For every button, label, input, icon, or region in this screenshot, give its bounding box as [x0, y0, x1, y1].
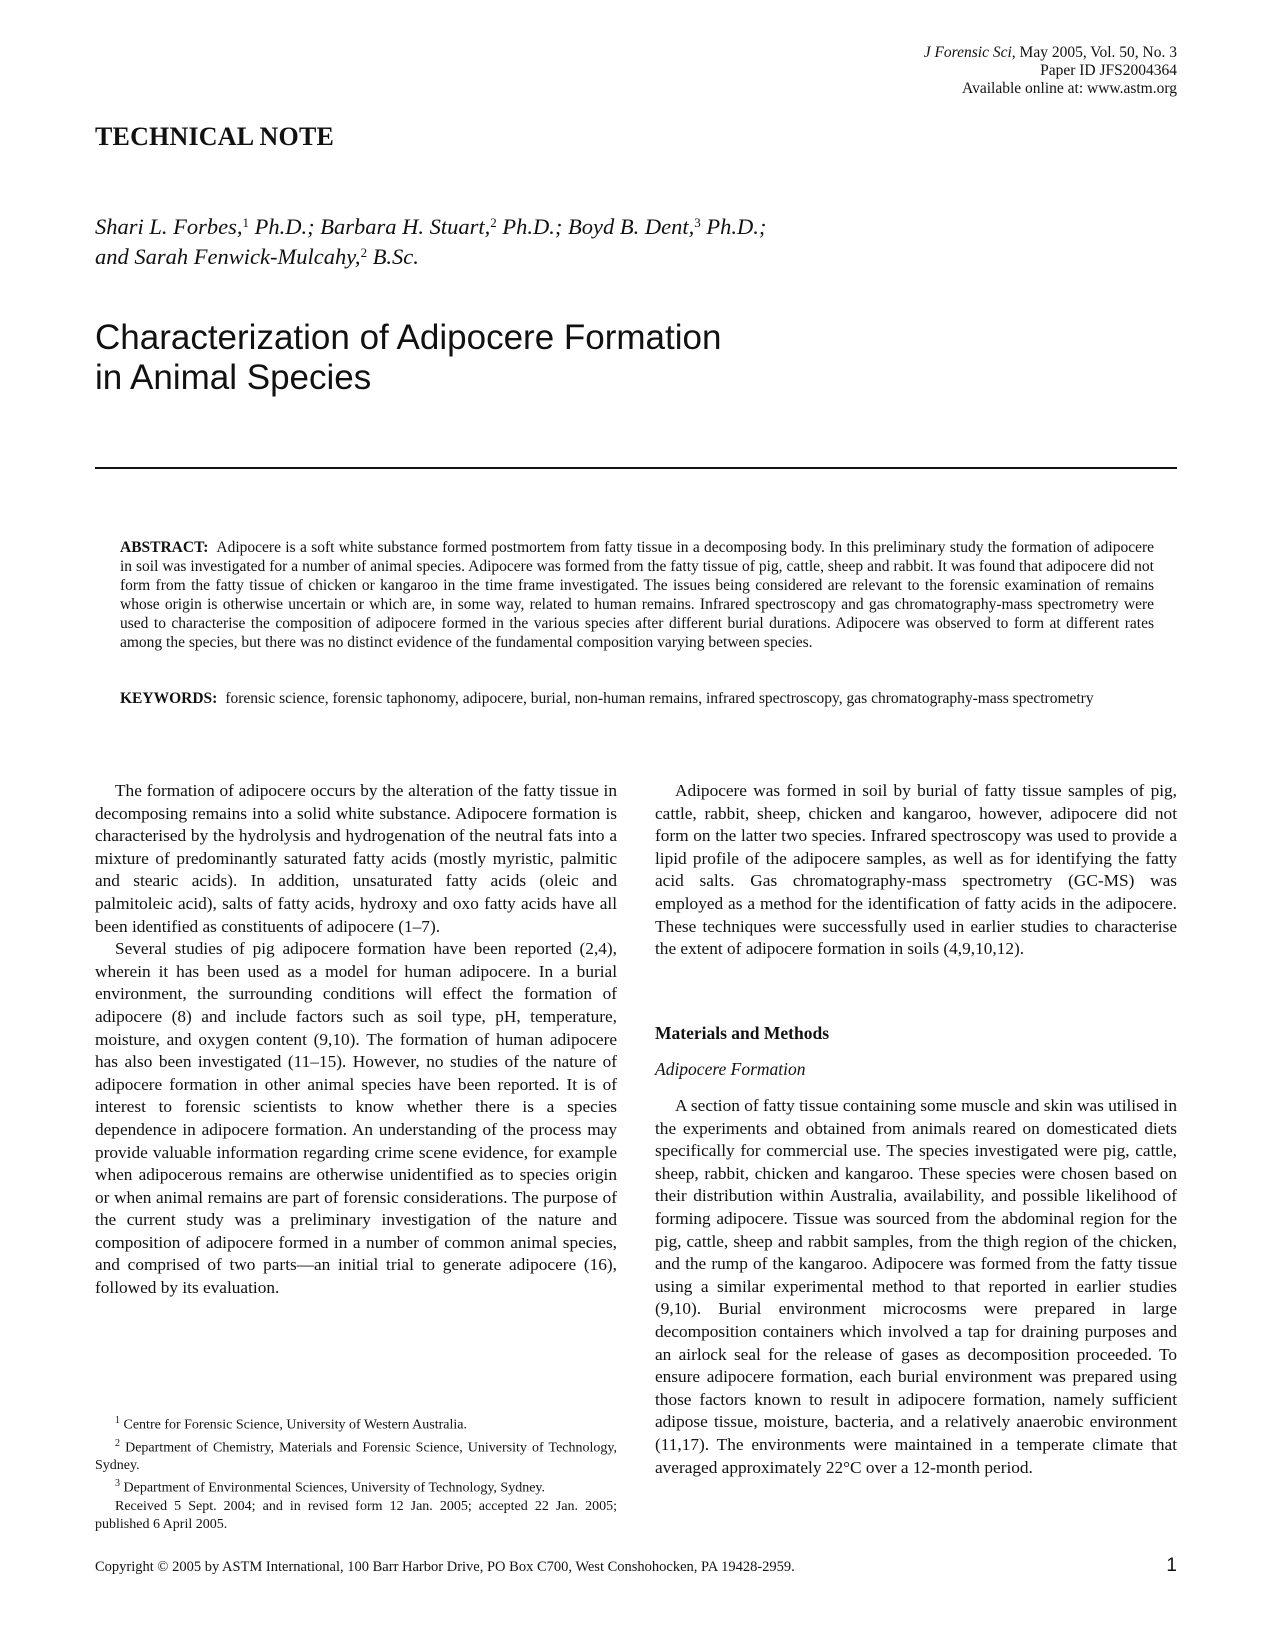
paper-id: Paper ID JFS2004364	[1040, 62, 1177, 79]
author-line-1	[95, 212, 995, 242]
section-label: TECHNICAL NOTE	[95, 122, 335, 151]
affiliation-marker: 2	[490, 215, 497, 230]
footnote-text: Department of Environmental Sciences, University of Technology, Sydney.	[120, 1480, 546, 1496]
abstract-text: Adipocere is a soft white substance formed postmortem from fatty tissue in a decomposing body. In this preliminary study the formation of adipocere in soil was investigated for a number of animal species. Adipocere was formed from the fatty tissue of pig, cattle, sheep and rabbit. It was found that adipocere did not form from the fatty tissue of chicken or kangaroo in the time frame investigated. The issues being considered are relevant to the forensic examination of remains whose origin is otherwise uncertain or which are, in some way, related to human remains. Infrared spectroscopy and gas chromatography-mass spectrometry were used to characterise the composition of adipocere formed in the various species after different burial durations. Adipocere was observed to form at different rates among the species, but there was no distinct evidence of the fundamental composition varying between species.	[120, 539, 1154, 651]
author-line-2	[95, 242, 995, 272]
journal-name: J Forensic Sci,	[923, 44, 1016, 61]
page-number: 1	[1166, 1555, 1177, 1576]
affiliation-marker: 3	[694, 215, 701, 230]
paper-title	[95, 318, 995, 398]
footnote-marker: 2	[115, 1437, 120, 1449]
author-degree: Ph.D.;	[249, 214, 321, 239]
footnote	[95, 1412, 617, 1435]
body-paragraph: The formation of adipocere occurs by the alteration of the fatty tissue in decomposing remains into a solid white substance. Adipocere formation is characterised by the hydrolysis and hydrogenation of the neutral fats into a mixture of predominantly saturated fatty acids (mostly myristic, palmitic and stearic acids). In addition, unsaturated fatty acids (oleic and palmitoleic acid), salts of fatty acids, hydroxy and oxo fatty acids have all been identified as constituents of adipocere (1–7).	[95, 781, 617, 936]
copyright-notice: Copyright © 2005 by ASTM International, 100 Barr Harbor Drive, PO Box C700, West Conshohocken, PA 19428-2959.	[95, 1559, 795, 1575]
keywords	[120, 689, 1154, 708]
body-column-left	[95, 780, 617, 1300]
footnote-marker: 1	[115, 1415, 120, 1426]
title-divider	[95, 467, 1177, 469]
body-paragraph: Several studies of pig adipocere formation have been reported (2,4), wherein it has been used as a model for human adipocere. In a burial environment, the surrounding conditions will effect the formation of adipocere (8) and include factors such as soil type, pH, temperature, moisture, and oxygen content (9,10). The formation of human adipocere has also been investigated (11–15). However, no studies of the nature of adipocere formation in other animal species have been reported. It is of interest to forensic scientists to know whether there is a species dependence in adipocere formation. An understanding of the process may provide valuable information regarding crime scene evidence, for example when adipocerous remains are otherwise unidentified as to species origin or when animal remains are part of forensic considerations. The purpose of the current study was a preliminary investigation of the nature and composition of adipocere formed in a number of common animal species, and comprised of two parts—an initial trial to generate adipocere (16), followed by its evaluation.	[95, 939, 617, 1298]
methods-text	[655, 1095, 1177, 1479]
body-paragraph: A section of fatty tissue containing some muscle and skin was utilised in the experiments and obtained from animals reared on domesticated diets specifically for commercial use. The species investigated were pig, cattle, sheep, rabbit, chicken and kangaroo. These species were chosen based on their distribution within Australia, availability, and possible likelihood of forming adipocere. Tissue was sourced from the abdominal region for the pig, cattle, sheep and rabbit samples, from the thigh region of the chicken, and the rump of the kangaroo. Adipocere was formed from the fatty tissue using a similar experimental method to that reported in earlier studies (9,10). Burial environment microcosms were prepared in large decomposition containers which involved a tap for draining purposes and an airlock seal for the release of gases as decomposition proceeded. To ensure adipocere formation, each burial environment was prepared using those factors known to result in adipocere formation, namely sufficient adipose tissue, moisture, bacteria, and a relatively anaerobic environment (11,17). The environments were maintained in a temperate climate that averaged approximately 22°C over a 12-month period.	[655, 1096, 1177, 1477]
author-list	[95, 212, 995, 272]
keywords-text: forensic science, forensic taphonomy, adipocere, burial, non-human remains, infrared spectroscopy, gas chromatography-mass spectrometry	[225, 690, 1094, 707]
author-degree: Ph.D.;	[496, 214, 569, 239]
journal-issue: May 2005, Vol. 50, No. 3	[1019, 44, 1177, 61]
online-availability: Available online at: www.astm.org	[962, 80, 1177, 97]
footnotes	[95, 1412, 617, 1534]
author-name: Boyd B. Dent,	[568, 214, 695, 239]
affiliation-marker: 1	[242, 215, 250, 230]
abstract	[120, 538, 1154, 652]
affiliation-marker: 2	[360, 245, 368, 260]
received-text: Received 5 Sept. 2004; and in revised form 12 Jan. 2005; accepted 22 Jan. 2005; published 6 April 2005.	[95, 1498, 617, 1532]
author-degree: Ph.D.;	[700, 214, 767, 239]
footnote-text: Centre for Forensic Science, University of Western Australia.	[120, 1417, 467, 1433]
footnote	[95, 1435, 617, 1476]
section-heading-materials-methods: Materials and Methods	[655, 1023, 830, 1043]
author-name: and Sarah Fenwick-Mulcahy,	[95, 244, 361, 269]
journal-citation	[840, 44, 1177, 62]
author-degree: B.Sc.	[367, 244, 419, 269]
body-column-right	[655, 780, 1177, 961]
author-name: Shari L. Forbes,	[95, 214, 243, 239]
keywords-label: KEYWORDS:	[120, 690, 218, 707]
received-dates	[95, 1498, 617, 1534]
body-paragraph: Adipocere was formed in soil by burial of fatty tissue samples of pig, cattle, rabbit, sheep, chicken and kangaroo, however, adipocere did not form on the latter two species. Infrared spectroscopy was used to provide a lipid profile of the adipocere samples, as well as for identifying the fatty acid salts. Gas chromatography-mass spectrometry (GC-MS) was employed as a method for the identification of fatty acids in the adipocere. These techniques were successfully used in earlier studies to characterise the extent of adipocere formation in soils (4,9,10,12).	[655, 781, 1177, 959]
abstract-label: ABSTRACT:	[120, 539, 209, 556]
title-line-1: Characterization of Adipocere Formation	[95, 318, 722, 357]
journal-header	[840, 44, 1177, 98]
footnote-text: Department of Chemistry, Materials and Forensic Science, University of Technology, Sydney.	[95, 1440, 617, 1474]
footnote-marker: 3	[115, 1478, 120, 1490]
title-line-2: in Animal Species	[95, 358, 372, 397]
subsection-heading-adipocere-formation: Adipocere Formation	[655, 1059, 806, 1079]
author-name: Barbara H. Stuart,	[320, 214, 491, 239]
footnote	[95, 1475, 617, 1498]
